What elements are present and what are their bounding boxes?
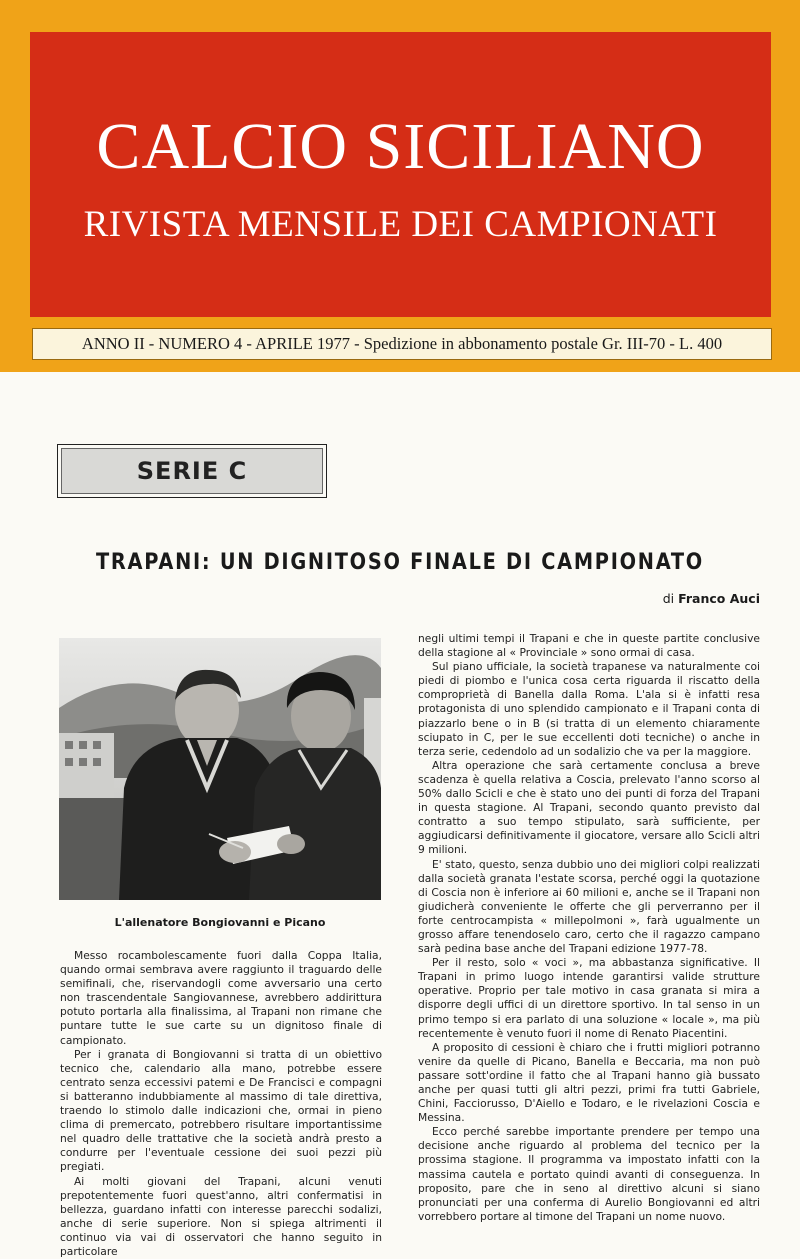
issue-info: ANNO II - NUMERO 4 - APRILE 1977 - Spedizione in abbonamento postale Gr. III-70 - L. 400 <box>32 328 772 360</box>
section-label: SERIE C <box>61 448 323 494</box>
paragraph: Per i granata di Bongiovanni si tratta di un obiettivo tecnico che, calendario alla mano, potrebbe essere centrato senza eccessivi patemi e De Francisci e compagni si batteranno indubbiamente al massimo di tale direttiva, traendo lo stimolo dalle indicazioni che, ormai in pieno clima di premercato, potrebbero risultare importantissime nel quadro delle trattative che la società andrà presto a condurre per l'eventuale cessione dei suoi pezzi più pregiati. <box>60 1048 382 1175</box>
article-headline: TRAPANI: UN DIGNITOSO FINALE DI CAMPIONATO <box>56 549 744 575</box>
magazine-title: CALCIO SICILIANO <box>30 112 771 182</box>
title-box <box>30 32 771 317</box>
article-photo <box>59 638 381 900</box>
byline <box>663 591 760 606</box>
article-column-left <box>60 949 382 1259</box>
byline-author: Franco Auci <box>678 591 760 606</box>
masthead <box>0 0 800 372</box>
paragraph: E' stato, questo, senza dubbio uno dei migliori colpi realizzati dalla società granata l'estate scorsa, perché oggi la quotazione di Coscia non è inferiore ai 60 milioni e, anche se il Trapani non giudicherà conveniente le offerte che gli perverranno per il forte centrocampista « millepolmoni », farà ugualmente un grosso affare tenendoselo caro, certo che il ragazzo campano sarà pedina base anche del Trapani edizione 1977-78. <box>418 858 760 957</box>
section-label-box <box>57 444 327 498</box>
article-column-right <box>418 632 760 1224</box>
paragraph: Altra operazione che sarà certamente conclusa a breve scadenza è quella relativa a Coscia, prelevato l'anno scorso al 50% dallo Scicli e che è stato uno dei punti di forza del Trapani in questa stagione. Al Trapani, secondo quanto previsto dal contratto a suo tempo stipulato, sarà sufficiente, per aggiudicarsi definitivamente il giocatore, versare allo Scicli altri 9 milioni. <box>418 759 760 858</box>
paragraph: Messo rocambolescamente fuori dalla Coppa Italia, quando ormai sembrava avere raggiunto il traguardo delle semifinali, che, riservandogli come avversario una certo non trascendentale Sangiovannese, avrebbero addirittura potuto portarla alla finalissima, al Trapani non rimane che puntare tutte le sue carte su un dignitoso finale di campionato. <box>60 949 382 1048</box>
paragraph: Per il resto, solo « voci », ma abbastanza significative. Il Trapani in primo luogo intende garantirsi valide strutture operative. Proprio per tale motivo in casa granata si mira a disporre degli uffici di un direttore sportivo. In tal senso in un primo tempo si era parlato di una soluzione « locale », ma più recentemente è venuto fuori il nome di Renato Piacentini. <box>418 956 760 1041</box>
paragraph: Sul piano ufficiale, la società trapanese va naturalmente coi piedi di piombo e l'unica cosa certa riguarda il riscatto della comproprietà di Banella dalla Roma. L'ala si è infatti resa protagonista di uno splendido campionato e il Trapani conta di piazzarlo bene o in B (si tratta di un elemento chiaramente sciupato in C, per le sue eccellenti doti tecniche) o anche in terza serie, cedendolo ad un sodalizio che va per la maggiore. <box>418 660 760 759</box>
magazine-subtitle: RIVISTA MENSILE DEI CAMPIONATI <box>30 204 771 246</box>
byline-prefix: di <box>663 591 674 606</box>
photo-caption: L'allenatore Bongiovanni e Picano <box>59 916 381 929</box>
paragraph: Ecco perché sarebbe importante prendere per tempo una decisione anche riguardo al problema del tecnico per la prossima stagione. Il programma va impostato infatti con la massima cautela e portato quindi avanti di conseguenza. In proposito, pare che in seno al direttivo alcuni si siano pronunciati per una conferma di Aurelio Bongiovanni ed altri vorrebbero portare al timone del Trapani un nome nuovo. <box>418 1125 760 1224</box>
paragraph: negli ultimi tempi il Trapani e che in queste partite conclusive della stagione al « Provinciale » sono ormai di casa. <box>418 632 760 660</box>
paragraph: A proposito di cessioni è chiaro che i frutti migliori potranno venire da quelle di Picano, Banella e Beccaria, ma non può passare sott'ordine il fatto che al Trapani hanno già bussato anche per quasi tutti gli altri pezzi, primi fra tutti Gabriele, Chini, Facciorusso, D'Aiello e Todaro, e le rivelazioni Coscia e Messina. <box>418 1041 760 1126</box>
paragraph: Ai molti giovani del Trapani, alcuni venuti prepotentemente fuori quest'anno, altri confermatisi in bellezza, guardano infatti con interesse parecchi sodalizi, anche di serie superiore. Non si spiega altrimenti il continuo via vai di osservatori che hanno seguito in particolare <box>60 1175 382 1259</box>
